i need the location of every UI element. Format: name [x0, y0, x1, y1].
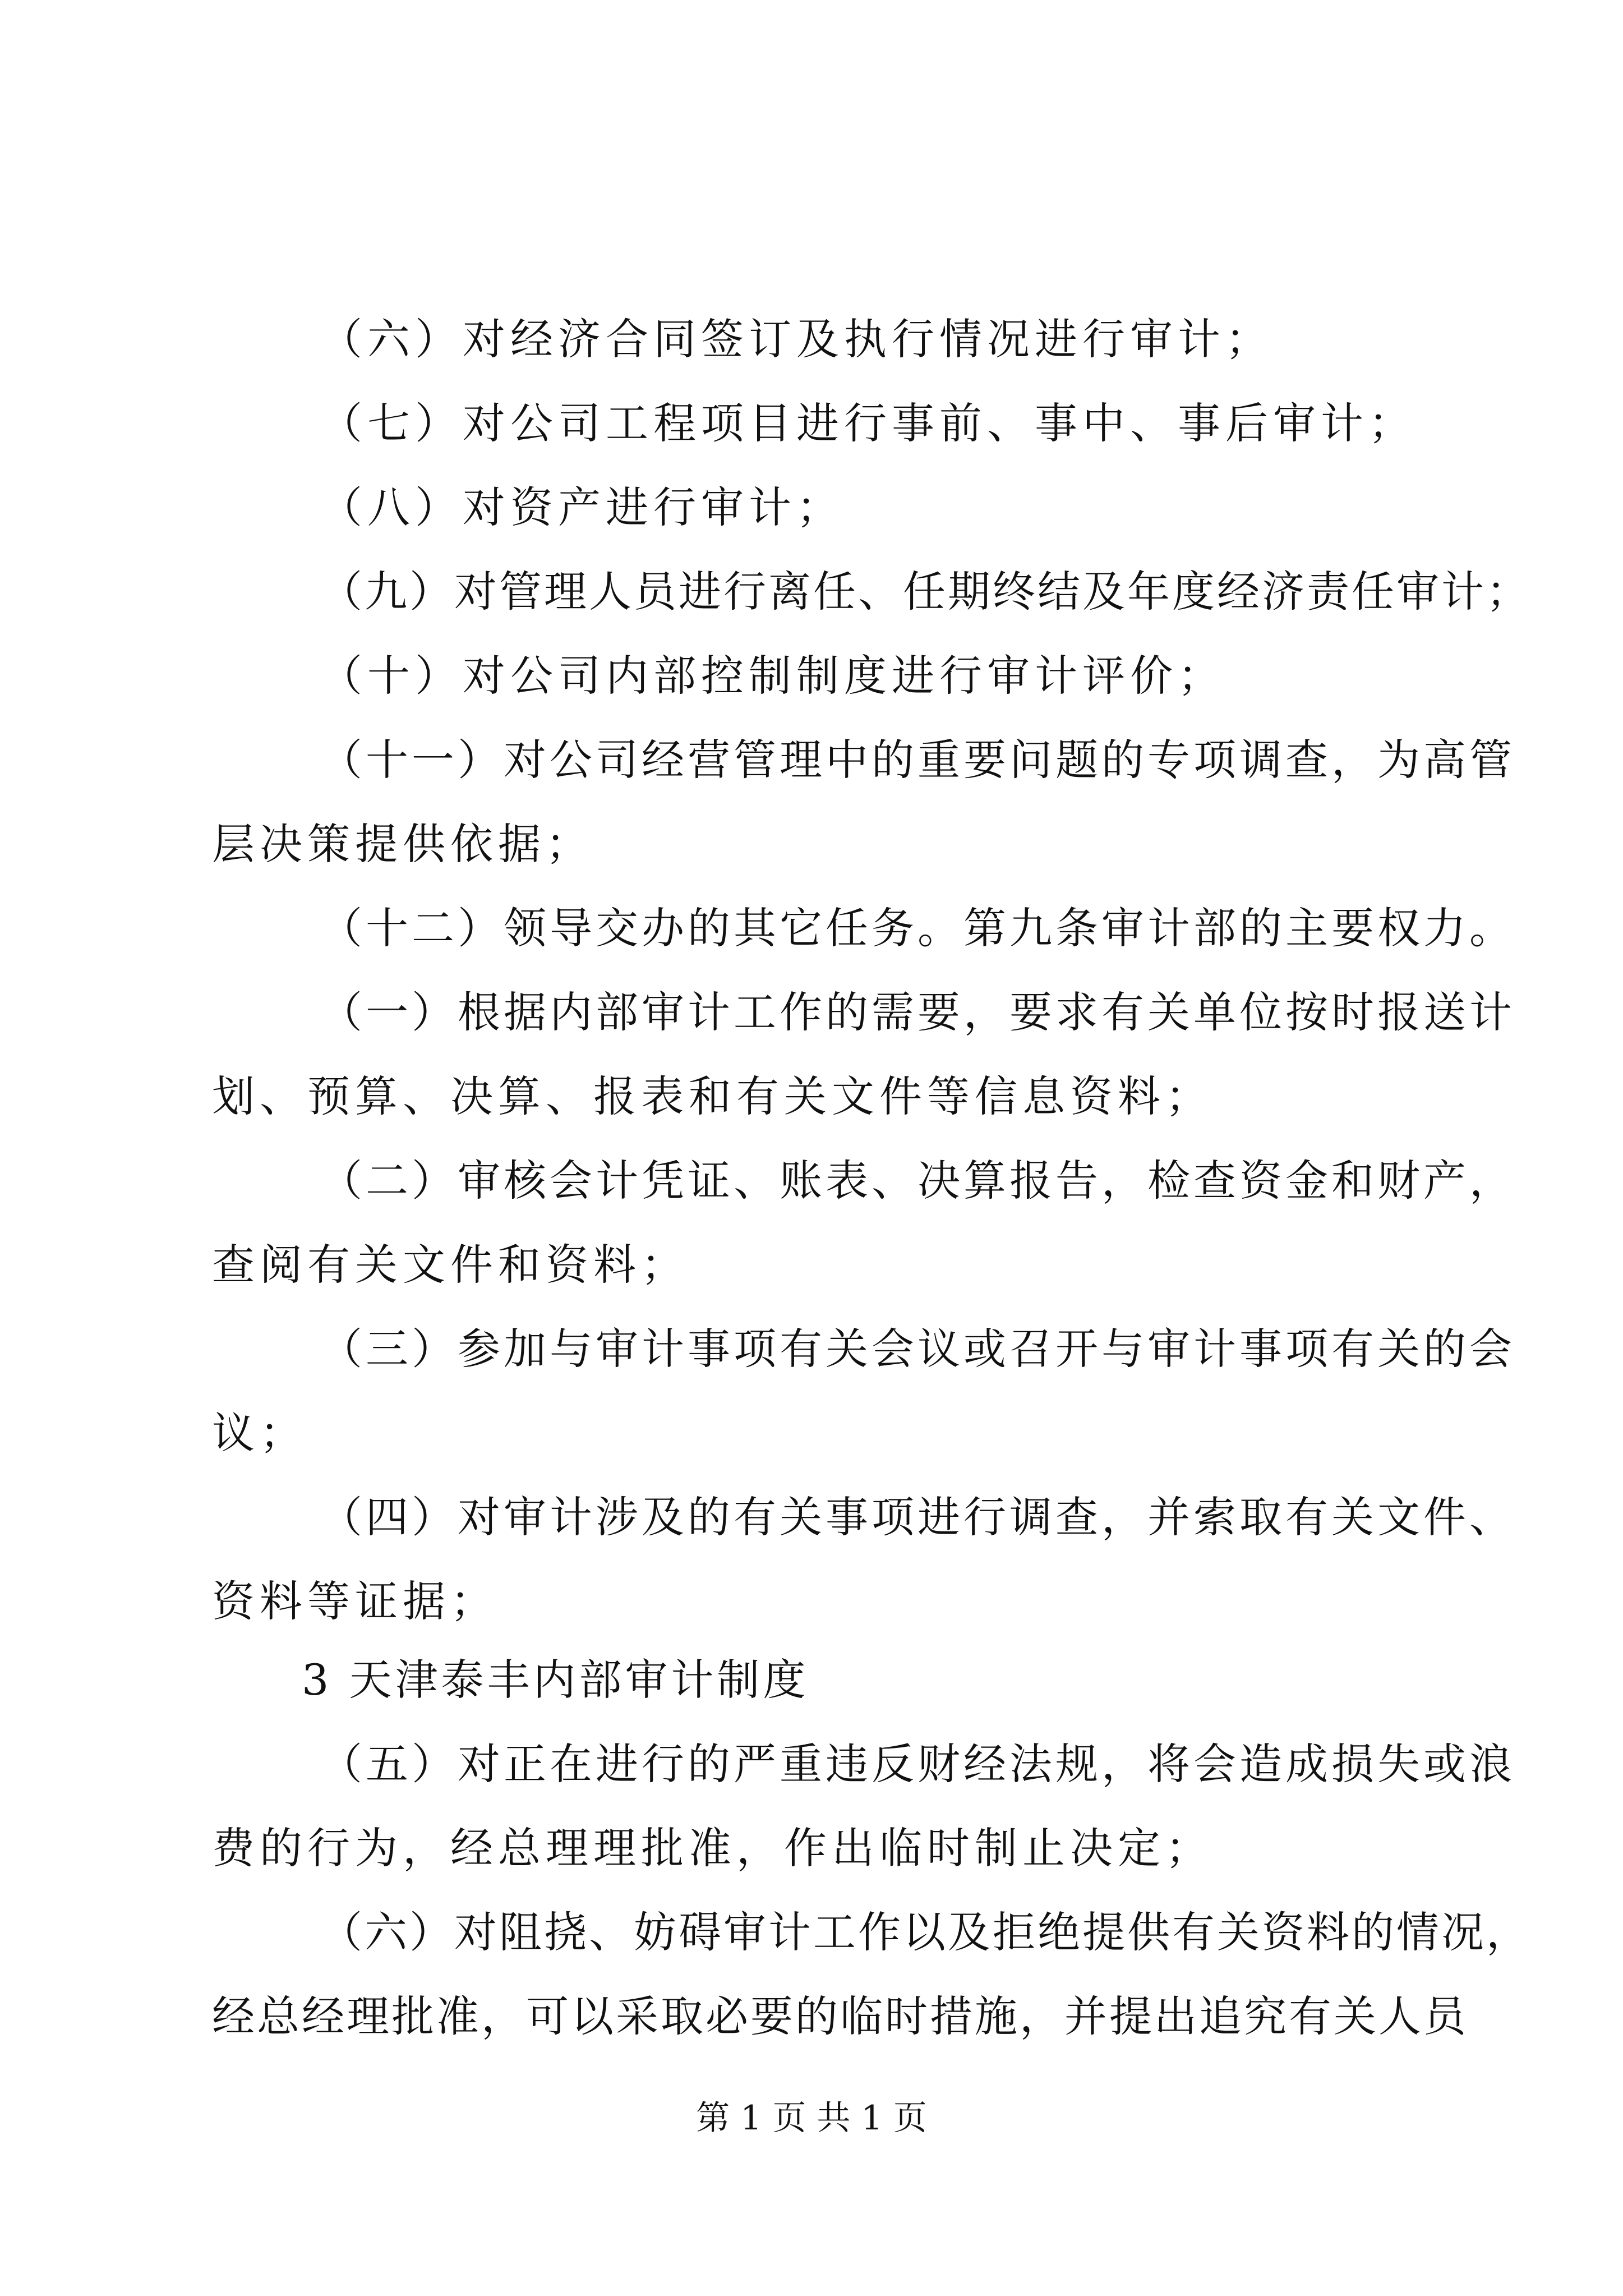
paragraph-line: （六）对阻挠、妨碍审计工作以及拒绝提供有关资料的情况， [320, 1907, 1531, 1957]
paragraph-line: 层决策提供依据； [212, 819, 593, 869]
paragraph-line: （三）参加与审计事项有关会议或召开与审计事项有关的会 [320, 1324, 1515, 1374]
paragraph-line: （八）对资产进行审计； [320, 482, 844, 532]
paragraph-line: （五）对正在进行的严重违反财经法规，将会造成损失或浪 [320, 1739, 1515, 1789]
paragraph-line: 划、预算、决算、报表和有关文件等信息资料； [212, 1071, 1213, 1121]
section-heading: 3 天津泰丰内部审计制度 [302, 1655, 809, 1705]
paragraph-line: （十）对公司内部控制制度进行审计评价； [320, 651, 1225, 701]
paragraph-line: （十一）对公司经营管理中的重要问题的专项调查，为高管 [320, 735, 1515, 785]
paragraph-line: 费的行为，经总理理批准，作出临时制止决定； [212, 1823, 1213, 1873]
paragraph-line: （四）对审计涉及的有关事项进行调查，并索取有关文件、 [320, 1492, 1515, 1542]
paragraph-line: （二）审核会计凭证、账表、决算报告，检查资金和财产， [320, 1156, 1515, 1205]
paragraph-line: （六）对经济合同签订及执行情况进行审计； [320, 314, 1273, 364]
paragraph-line: （一）根据内部审计工作的需要，要求有关单位按时报送计 [320, 987, 1515, 1037]
paragraph-line: 资料等证据； [212, 1576, 498, 1626]
paragraph-line: （十二）领导交办的其它任务。第九条审计部的主要权力。 [320, 903, 1515, 953]
paragraph-line: 议； [212, 1408, 307, 1458]
paragraph-line: （九）对管理人员进行离任、任期终结及年度经济责任审计； [320, 567, 1531, 616]
paragraph-line: 经总经理批准，可以采取必要的临时措施，并提出追究有关人员 [212, 1991, 1468, 2041]
paragraph-line: （七）对公司工程项目进行事前、事中、事后审计； [320, 398, 1416, 448]
page-number-footer: 第 1 页 共 1 页 [696, 2099, 927, 2138]
paragraph-line: 查阅有关文件和资料； [212, 1240, 689, 1290]
